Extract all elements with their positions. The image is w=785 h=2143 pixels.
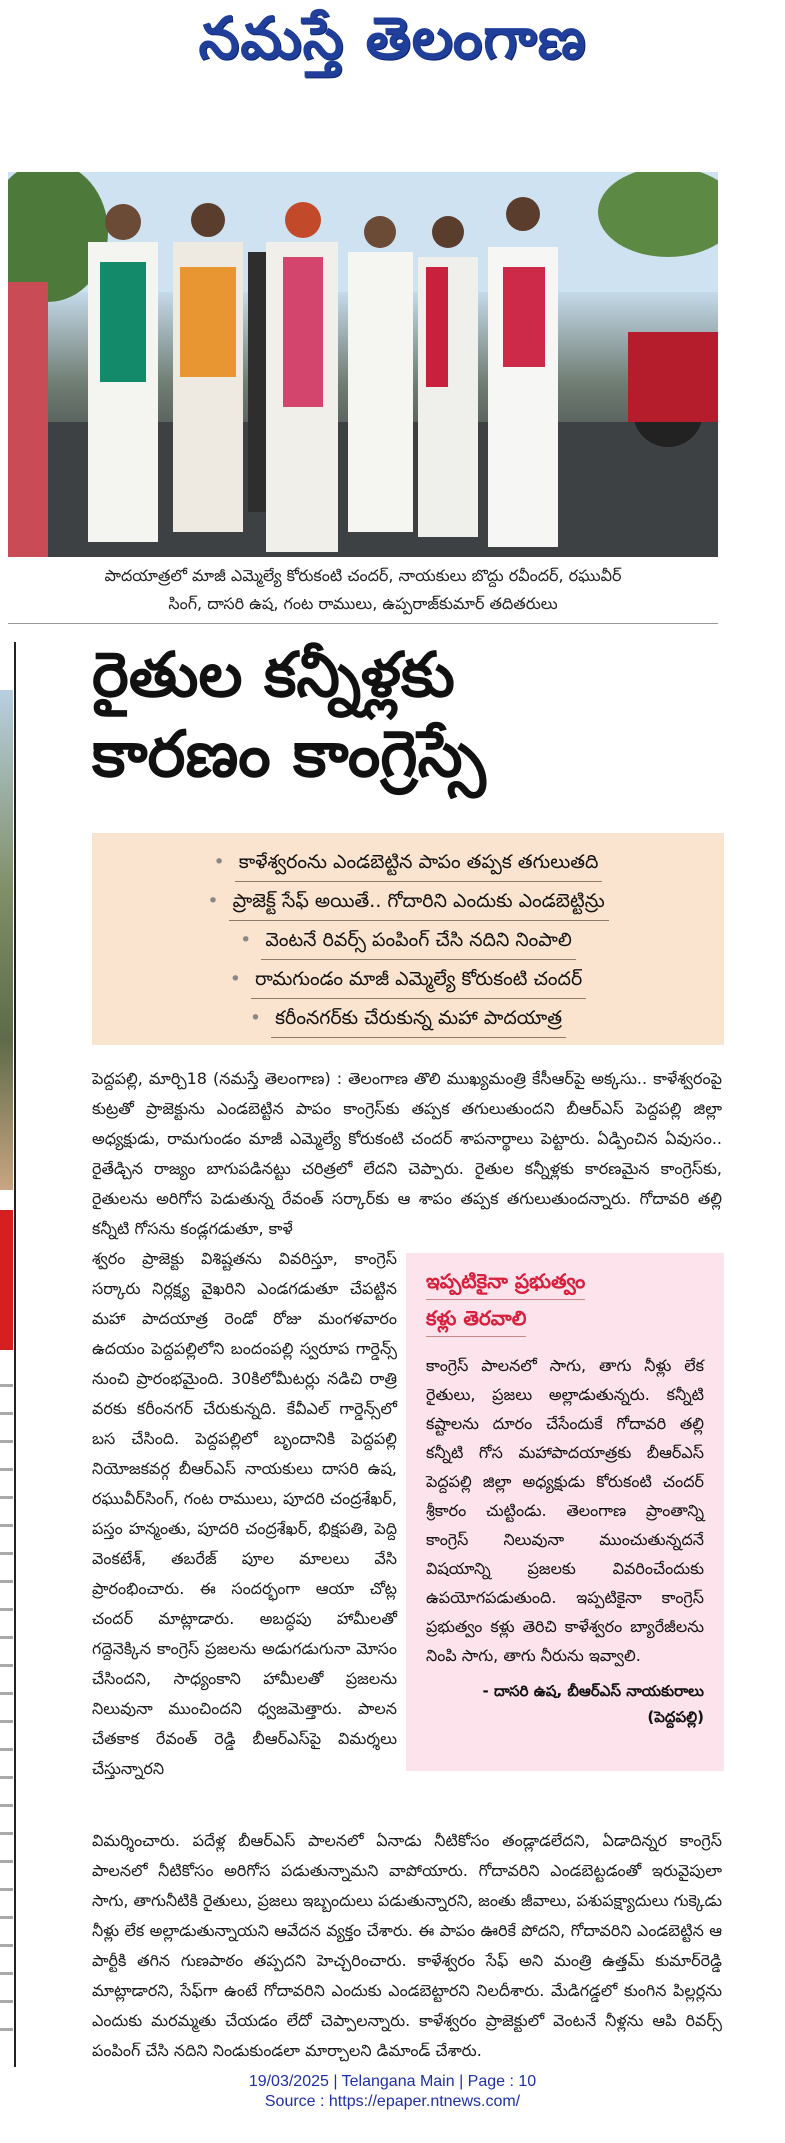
highlight-item	[110, 999, 706, 1038]
photo-icon	[8, 172, 718, 557]
box-title-line-1: ఇప్పటికైనా ప్రభుత్వం	[426, 1263, 585, 1300]
headline-line-2: కారణం కాంగ్రెస్సే	[92, 718, 486, 792]
bullet-icon: •	[229, 968, 241, 990]
footer-source[interactable]: Source : https://epaper.ntnews.com/	[264, 2093, 521, 2110]
box-signature-name: - దాసరి ఉష, బీఆర్‌ఎస్ నాయకురాలు	[482, 1682, 704, 1700]
adjacent-red-block	[0, 1210, 13, 1350]
bullet-icon: •	[207, 890, 219, 912]
article-body-column: శ్వరం ప్రాజెక్టు విశిష్టతను వివరిస్తూ, కాంగ్రెస్ సర్కారు నిర్లక్ష్య వైఖరిని ఎండగడుతూ చేపట్టిన మహా పాదయాత్ర రెండో రోజు మంగళవారం ఉదయం పెద్దపల్లిలోని బందంపల్లి స్వరూప గార్డెన్స్ నుంచి ప్రారంభమైంది. 30కిలోమీటర్లు నడిచి రాత్రి వరకు కరీంనగర్ చేరుకున్నది. కేవీఎల్ గార్డెన్స్‌లో బస చేసింది. పెద్దపల్లిలో బృందానికి పెద్దపల్లి నియోజకవర్గ బీఆర్‌ఎస్ నాయకులు దాసరి ఉష, రఘువీర్‌సింగ్, గంట రాములు, పూదరి చంద్రశేఖర్, పస్తం హన్మంతు, పూదరి చంద్రశేఖర్, భిక్షపతి, పెద్ది వెంకటేశ్, తబరేజ్ పూల మాలలు వేసి ప్రారంభించారు. ఈ సందర్భంగా ఆయా చోట్ల చందర్ మాట్లాడారు. అబద్ధపు హామీలతో గద్దెనెక్కిన కాంగ్రెస్ ప్రజలను అడుగడుగునా మోసం చేసిందని, సాధ్యంకాని హామీలతో ప్రజలను నిలువునా ముంచిందని ధ్వజమెత్తారు. పాలన చేతకాక రేవంత్ రెడ్డి బీఆర్‌ఎస్‌పై విమర్శలు చేస్తున్నారని	[92, 1249, 397, 1778]
column-divider	[14, 642, 16, 2067]
highlight-text: కరీంనగర్‌కు చేరుకున్న మహా పాదయాత్ర	[271, 999, 566, 1038]
caption-line: సింగ్, దాసరి ఉష, గంట రాములు, ఉప్పరాజ్‌కుమార్ తదితరులు	[168, 594, 558, 613]
bullet-icon: •	[249, 1007, 262, 1029]
page-footer	[0, 2072, 785, 2112]
headline-line-1: రైతుల కన్నీళ్లకు	[92, 638, 455, 711]
box-signature-place: (పెద్దపల్లి)	[647, 1708, 704, 1726]
sidebar-quote-box	[406, 1253, 724, 1771]
box-title-line-2: కళ్లు తెరవాలి	[426, 1300, 526, 1337]
footer-date-page: 19/03/2025 | Telangana Main | Page : 10	[248, 2073, 537, 2090]
article-body-bottom: విమర్శించారు. పదేళ్ల బీఆర్‌ఎస్ పాలనలో ఏనాడు నీటికోసం తండ్లాడలేదని, ఏడాదిన్నర కాంగ్రెస్ పాలనలో నీటికోసం అరిగోస పడుతున్నామని వాపోయారు. గోదావరిని ఎండబెట్టడంతో ఇరువైపులా సాగు, తాగునీటికి రైతులు, ప్రజలు ఇబ్బందులు పడుతున్నారని, జంతు జీవాలు, పశుపక్ష్యాదులు గుక్కెడు నీళ్లు లేక అల్లాడుతున్నాయని ఆవేదన వ్యక్తం చేశారు. ఈ పాపం ఊరికే పోదని, గోదావరిని ఎండబెట్టిన ఆ పార్టీకి తగిన గుణపాఠం తప్పదని హెచ్చరించారు. కాళేశ్వరం సేఫ్ అని మంత్రి ఉత్తమ్ కుమార్‌రెడ్డి మాట్లాడారని, సేఫ్‌గా ఉంటే గోదావరిని ఎందుకు ఎండబెట్టారని నిలదీశారు. మేడిగడ్డలో కుంగిన పిల్లర్లను ఎందుకు మరమ్మతు చేయడం లేదో చెప్పాలన్నారు. కాళేశ్వరం ప్రాజెక్టులో వెంటనే నీళ్లను ఆపి రివర్స్ పంపింగ్ చేసి నదిని నిండుకుండలా మార్చాలని డిమాండ్ చేశారు.	[92, 1831, 722, 2060]
adjacent-article-strip	[0, 690, 13, 2060]
highlight-text: ప్రాజెక్ట్ సేఫ్ అయితే.. గోదారిని ఎందుకు ఎండబెట్టిన్రు	[229, 882, 609, 921]
highlight-text: వెంటనే రివర్స్ పంపింగ్ చేసి నదిని నింపాలి	[261, 921, 575, 960]
caption-line: పాదయాత్రలో మాజీ ఎమ్మెల్యే కోరుకంటి చందర్, నాయకులు బొద్దు రవీందర్, రఘువీర్	[104, 566, 622, 585]
highlight-text: కాళేశ్వరంను ఎండబెట్టిన పాపం తప్పక తగులుతది	[235, 843, 603, 882]
adjacent-photo	[0, 690, 13, 1190]
masthead	[0, 0, 785, 90]
highlight-item	[110, 921, 706, 960]
box-text: కాంగ్రెస్ పాలనలో సాగు, తాగు నీళ్లు లేక రైతులు, ప్రజలు అల్లాడుతున్నరు. కన్నీటి కష్టాలను దూరం చేసేందుకే గోదావరి తల్లి కన్నీటి గోస మహాపాదయాత్రకు బీఆర్‌ఎస్ పెద్దపల్లి జిల్లా అధ్యక్షుడు కోరుకంటి చందర్ శ్రీకారం చుట్టిండు. తెలంగాణ ప్రాంతాన్ని కాంగ్రెస్ నిలువునా ముంచుతున్నదనే విషయాన్ని ప్రజలకు వివరించేందుకు ఉపయోగపడుతుంది. ఇప్పటికైనా కాంగ్రెస్ ప్రభుత్వం కళ్లు తెరిచి కాళేశ్వరం బ్యారేజీలను నింపి సాగు, తాగు నీరును ఇవ్వాలి.	[426, 1356, 704, 1665]
photo-caption	[8, 562, 718, 624]
adjacent-text	[0, 1370, 13, 2050]
highlight-item	[110, 843, 706, 882]
highlight-item	[110, 960, 706, 999]
highlight-text: రామగుండం మాజీ ఎమ్మెల్యే కోరుకంటి చందర్	[251, 960, 586, 999]
highlights-box	[92, 833, 724, 1045]
headline	[92, 636, 732, 796]
box-signature	[426, 1678, 704, 1730]
bullet-icon: •	[213, 851, 225, 873]
highlight-item	[110, 882, 706, 921]
box-title	[426, 1263, 704, 1337]
newspaper-title: నమస్తే తెలంగాణ	[198, 3, 587, 72]
article-body-top: పెద్దపల్లి, మార్చి18 (నమస్తే తెలంగాణ) : తెలంగాణ తొలి ముఖ్యమంత్రి కేసీఆర్‌పై అక్కసు.. కాళేశ్వరంపై కుట్రతో ప్రాజెక్టును ఎండబెట్టిన పాపం కాంగ్రెస్‌కు తప్పక తగులుతుందని బీఆర్‌ఎస్ పెద్దపల్లి జిల్లా అధ్యక్షుడు, రామగుండం మాజీ ఎమ్మెల్యే కోరుకంటి చందర్ శాపనార్థాలు పెట్టారు. ఏడ్పించిన ఏవుసం.. రైతేడ్చిన రాజ్యం బాగుపడినట్టు చరిత్రలో లేదని చెప్పారు. రైతుల కన్నీళ్లకు కారణమైన కాంగ్రెస్‌కు, రైతులను అరిగోస పెడుతున్న రేవంత్ సర్కార్‌కు ఆ శాపం తప్పక తగులుతుందన్నారు. గోదావరి తల్లి కన్నీటి గోసను కండ్లగడుతూ, కాళే	[92, 1069, 722, 1238]
news-photo	[8, 172, 718, 557]
bullet-icon: •	[240, 929, 252, 951]
